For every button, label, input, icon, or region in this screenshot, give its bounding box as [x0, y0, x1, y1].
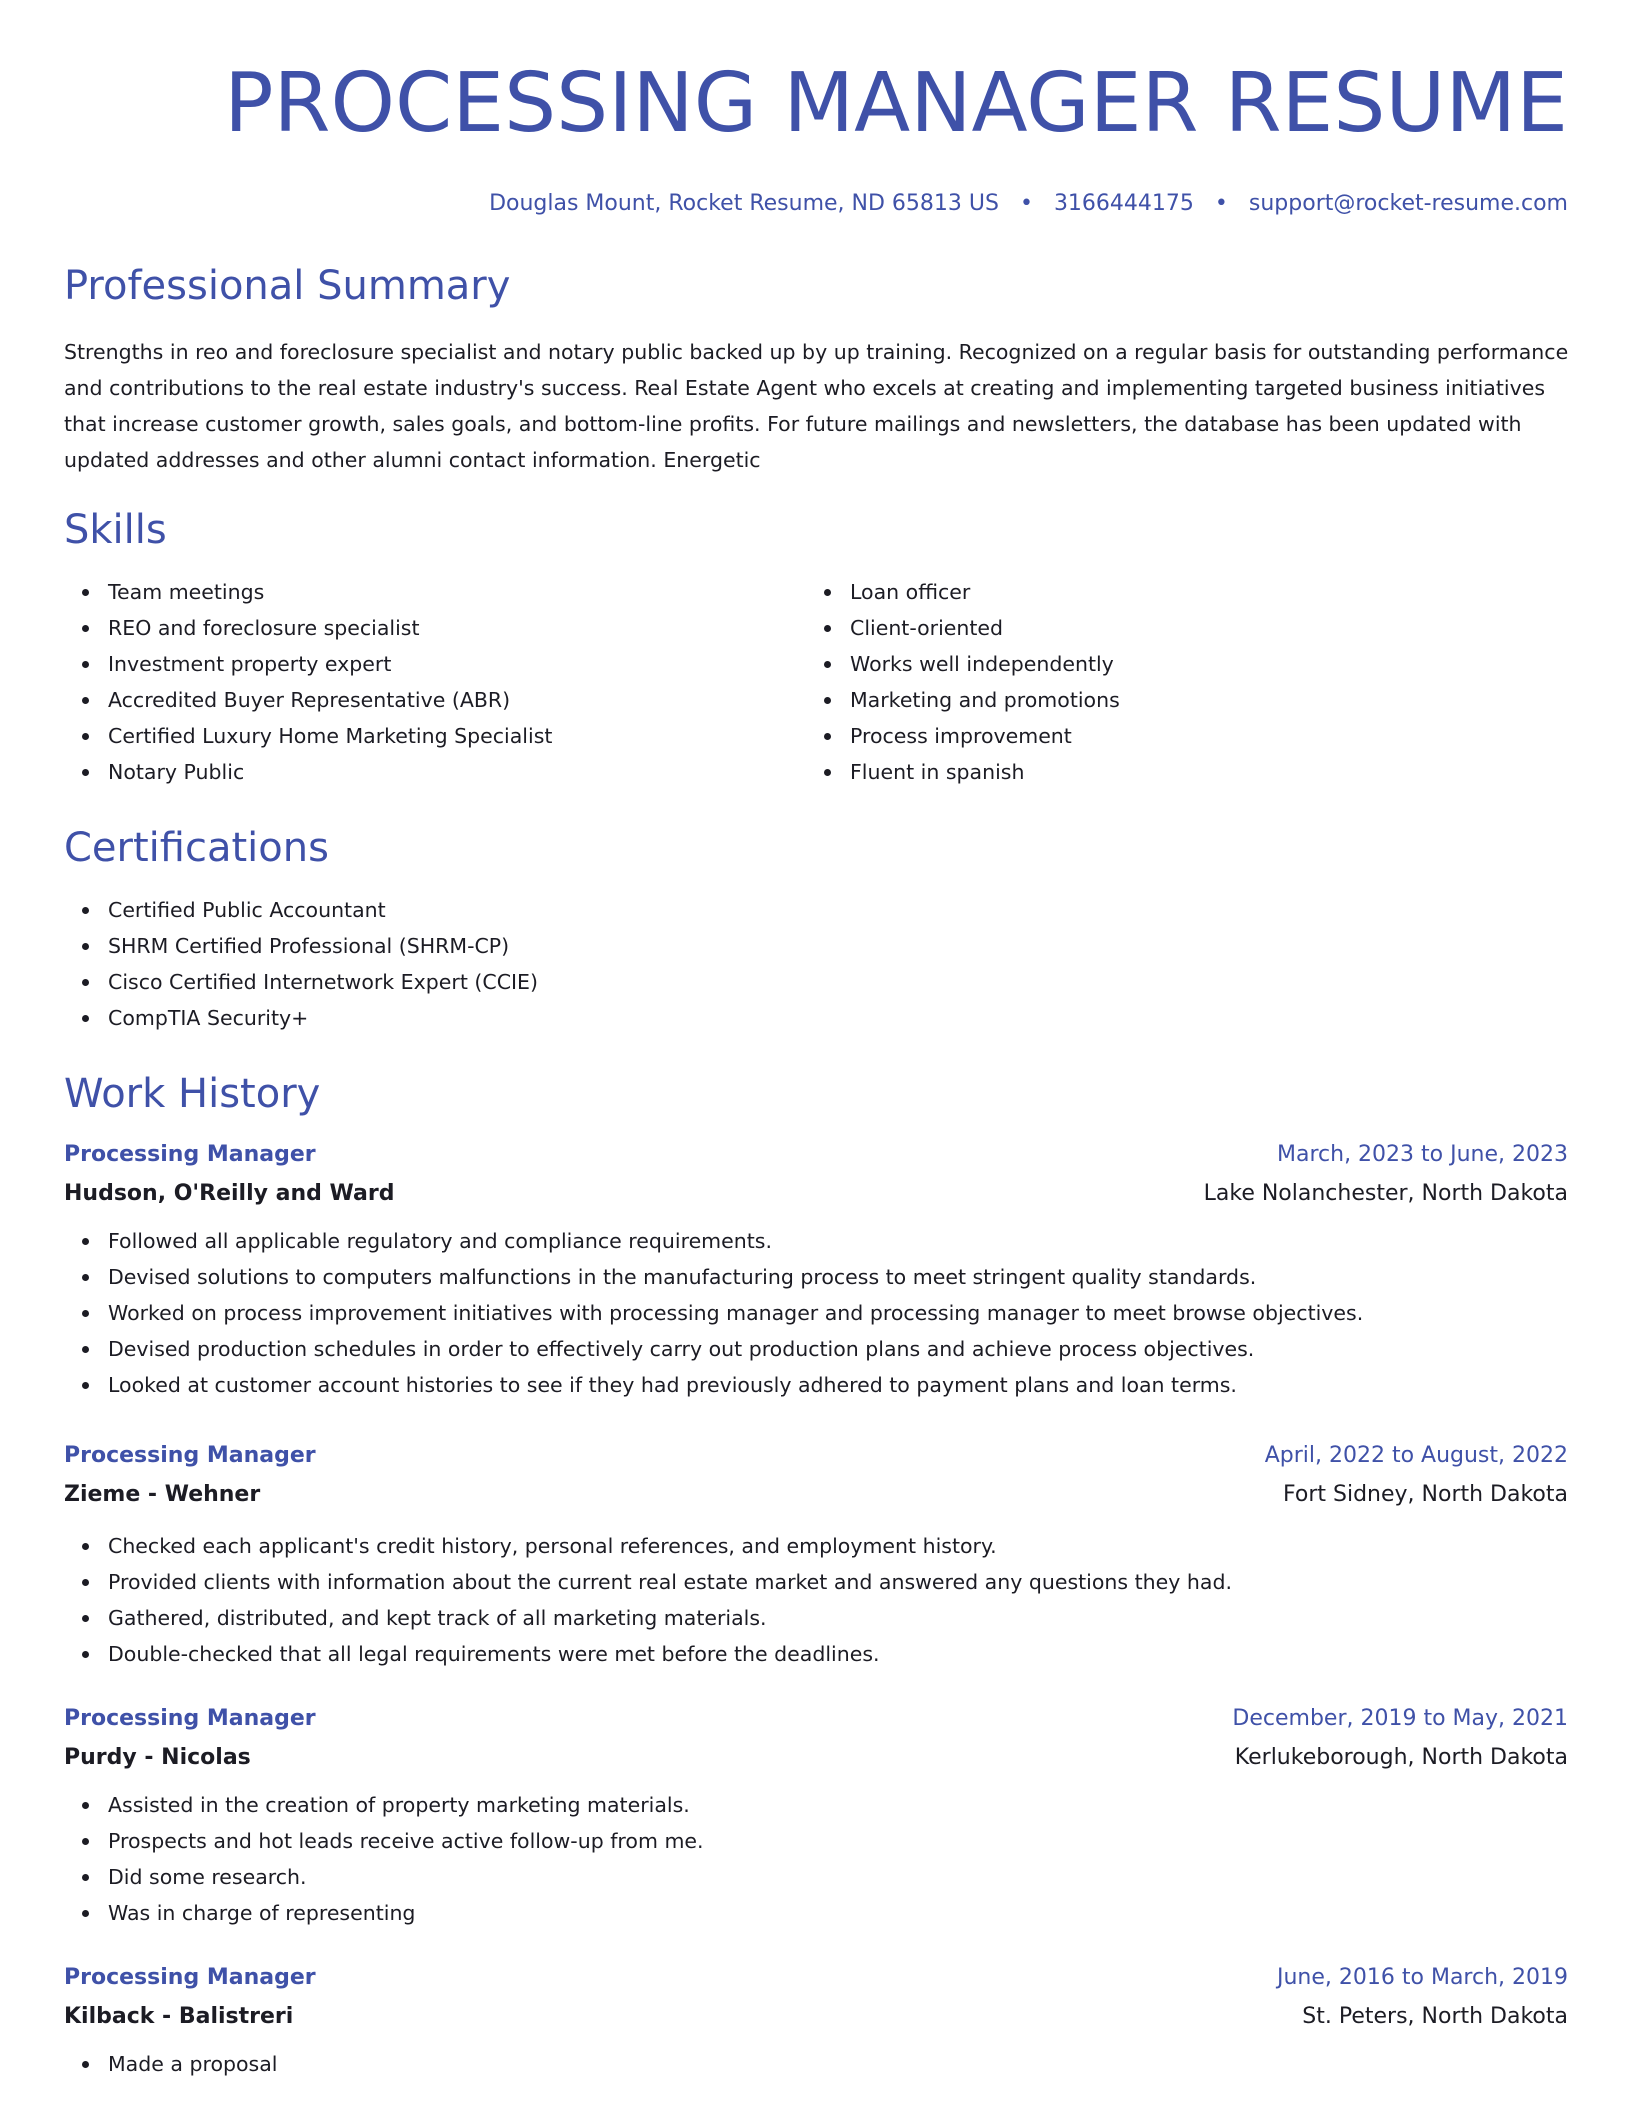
resume-page	[64, 0, 1568, 2082]
job-company: Purdy - Nicolas	[64, 1745, 251, 1770]
job-title: Processing Manager	[64, 1706, 316, 1731]
skill-item: Investment property expert	[108, 646, 806, 682]
job-bullet: Gathered, distributed, and kept track of all marketing materials.	[108, 1600, 1568, 1636]
job-header-row	[64, 1441, 1568, 1471]
job-header-row	[64, 1140, 1568, 1170]
job-bullet: Did some research.	[108, 1859, 1568, 1895]
job-company: Zieme - Wehner	[64, 1482, 261, 1507]
job-bullet: Prospects and hot leads receive active follow-up from me.	[108, 1823, 1568, 1859]
job-bullets	[64, 1223, 1568, 1403]
job-subheader-row	[64, 1480, 1568, 1510]
job-location: Kerlukeborough, North Dakota	[1234, 1745, 1568, 1770]
skills-column-left	[64, 574, 806, 790]
job-header-row	[64, 1963, 1568, 1993]
job-entry	[64, 1963, 1568, 2082]
job-subheader-row	[64, 2002, 1568, 2032]
job-bullet: Assisted in the creation of property marketing materials.	[108, 1787, 1568, 1823]
job-title: Processing Manager	[64, 1443, 316, 1468]
job-header-row	[64, 1704, 1568, 1734]
contact-phone: 3166444175	[1053, 191, 1194, 216]
skill-item: Works well independently	[850, 646, 1548, 682]
skill-item: Accredited Buyer Representative (ABR)	[108, 682, 806, 718]
resume-title: PROCESSING MANAGER RESUME	[224, 56, 1568, 151]
job-title: Processing Manager	[64, 1965, 316, 1990]
skill-item: Client-oriented	[850, 610, 1548, 646]
job-dates: March, 2023 to June, 2023	[1277, 1142, 1568, 1167]
certifications-heading: Certifications	[64, 825, 329, 871]
job-bullets	[64, 1787, 1568, 1931]
job-dates: April, 2022 to August, 2022	[1264, 1443, 1568, 1468]
job-bullet: Double-checked that all legal requirements were met before the deadlines.	[108, 1636, 1568, 1672]
job-bullet: Followed all applicable regulatory and compliance requirements.	[108, 1223, 1568, 1259]
job-dates: June, 2016 to March, 2019	[1277, 1965, 1568, 1990]
job-location: Fort Sidney, North Dakota	[1283, 1482, 1568, 1507]
job-bullets	[64, 2046, 1568, 2082]
skill-item: Team meetings	[108, 574, 806, 610]
skills-column-right	[806, 574, 1548, 790]
job-bullet: Worked on process improvement initiatives with processing manager and processing manager to meet browse objectives.	[108, 1295, 1568, 1331]
job-bullets	[64, 1528, 1568, 1672]
skill-item: Process improvement	[850, 718, 1548, 754]
skills-list-right	[806, 574, 1548, 790]
job-location: St. Peters, North Dakota	[1302, 2004, 1568, 2029]
job-title: Processing Manager	[64, 1142, 316, 1167]
job-bullet: Checked each applicant's credit history, personal references, and employment history.	[108, 1528, 1568, 1564]
job-entry	[64, 1140, 1568, 1403]
job-company: Hudson, O'Reilly and Ward	[64, 1181, 395, 1206]
skills-list-left	[64, 574, 806, 790]
contact-email[interactable]: support@rocket-resume.com	[1248, 191, 1568, 216]
job-bullet: Provided clients with information about the current real estate market and answered any questions they had.	[108, 1564, 1568, 1600]
work-history-heading: Work History	[64, 1071, 321, 1117]
contact-address: Douglas Mount, Rocket Resume, ND 65813 US	[489, 191, 999, 216]
certification-item: SHRM Certified Professional (SHRM-CP)	[108, 928, 1568, 964]
job-bullet: Looked at customer account histories to see if they had previously adhered to payment plans and loan terms.	[108, 1367, 1568, 1403]
contact-separator: •	[1214, 191, 1228, 216]
skill-item: Loan officer	[850, 574, 1548, 610]
job-bullet: Made a proposal	[108, 2046, 1568, 2082]
job-dates: December, 2019 to May, 2021	[1232, 1706, 1568, 1731]
job-entry	[64, 1704, 1568, 1931]
skills-heading: Skills	[64, 507, 167, 553]
skill-item: Fluent in spanish	[850, 754, 1548, 790]
job-entry	[64, 1441, 1568, 1672]
certification-item: Cisco Certified Internetwork Expert (CCIE)	[108, 964, 1568, 1000]
skill-item: REO and foreclosure specialist	[108, 610, 806, 646]
skill-item: Marketing and promotions	[850, 682, 1548, 718]
certification-item: CompTIA Security+	[108, 1000, 1568, 1036]
summary-heading: Professional Summary	[64, 263, 511, 309]
job-bullet: Was in charge of representing	[108, 1895, 1568, 1931]
job-bullet: Devised production schedules in order to effectively carry out production plans and achieve process objectives.	[108, 1331, 1568, 1367]
skill-item: Certified Luxury Home Marketing Specialist	[108, 718, 806, 754]
skill-item: Notary Public	[108, 754, 806, 790]
job-subheader-row	[64, 1743, 1568, 1773]
job-company: Kilback - Balistreri	[64, 2004, 294, 2029]
skills-columns	[64, 574, 1568, 790]
job-location: Lake Nolanchester, North Dakota	[1203, 1181, 1568, 1206]
summary-text: Strengths in reo and foreclosure specialist and notary public backed up by up training. Recognized on a regular basis for outstanding performance and contributions to the real estate industry's success. Real Estate Agent who excels at creating and implementing targeted business initiatives that increase customer growth, sales goals, and bottom-line profits. For future mailings and newsletters, the database has been updated with updated addresses and other alumni contact information. Energetic	[64, 340, 1569, 472]
certifications-list	[64, 892, 1568, 1036]
contact-separator: •	[1019, 191, 1033, 216]
certification-item: Certified Public Accountant	[108, 892, 1568, 928]
contact-line	[64, 190, 1568, 218]
job-bullet: Devised solutions to computers malfunctions in the manufacturing process to meet stringent quality standards.	[108, 1259, 1568, 1295]
job-subheader-row	[64, 1179, 1568, 1209]
